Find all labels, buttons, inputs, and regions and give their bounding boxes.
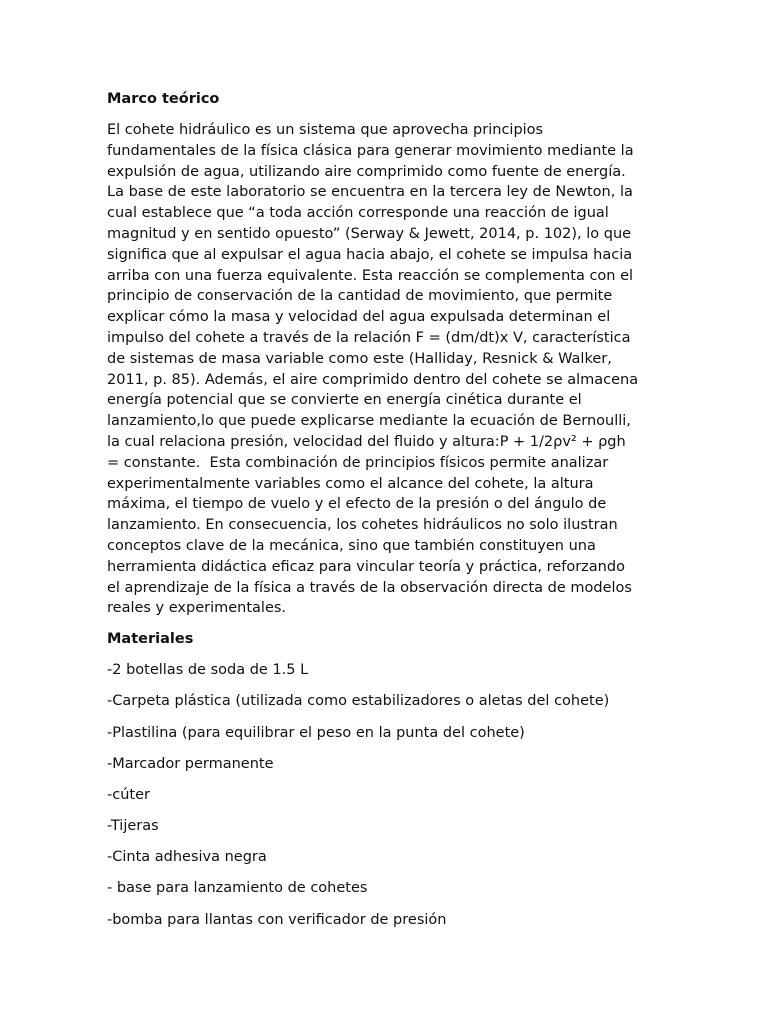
paragraph-line: la cual relaciona presión, velocidad del fluido y altura:P + 1/2ρv² + ρgh (107, 433, 626, 450)
paragraph-line: expulsión de agua, utilizando aire comprimido como fuente de energía. (107, 163, 626, 180)
theory-paragraph (107, 120, 667, 619)
paragraph-line: = constante. Esta combinación de principios físicos permite analizar (107, 454, 609, 471)
paragraph-line: fundamentales de la física clásica para generar movimiento mediante la (107, 142, 634, 159)
paragraph-line: energía potencial que se convierte en energía cinética durante el (107, 392, 582, 409)
paragraph-line: de sistemas de masa variable como este (Halliday, Resnick & Walker, (107, 350, 612, 367)
paragraph-line: lanzamiento,lo que puede explicarse mediante la ecuación de Bernoulli, (107, 413, 631, 430)
material-item: -Cinta adhesiva negra (107, 849, 267, 866)
paragraph-line: cual establece que “a toda acción corresponde una reacción de igual (107, 205, 609, 222)
paragraph-line: experimentalmente variables como el alcance del cohete, la altura (107, 475, 594, 492)
material-item: -Plastilina (para equilibrar el peso en la punta del cohete) (107, 724, 525, 741)
paragraph-line: el aprendizaje de la física a través de la observación directa de modelos (107, 579, 632, 596)
paragraph-line: herramienta didáctica eficaz para vincular teoría y práctica, reforzando (107, 558, 625, 575)
section-title-materiales: Materiales (107, 631, 194, 648)
paragraph-line: máxima, el tiempo de vuelo y el efecto de la presión o del ángulo de (107, 496, 607, 513)
materials-list (107, 660, 667, 931)
paragraph-line: lanzamiento. En consecuencia, los cohetes hidráulicos no solo ilustran (107, 517, 618, 534)
paragraph-line: conceptos clave de la mecánica, sino que también constituyen una (107, 537, 596, 554)
paragraph-line: explicar cómo la masa y velocidad del agua expulsada determinan el (107, 309, 611, 326)
material-item: -bomba para llantas con verificador de presión (107, 911, 447, 928)
material-item: -Tijeras (107, 818, 159, 835)
paragraph-line: arriba con una fuerza equivalente. Esta reacción se complementa con el (107, 267, 634, 284)
paragraph-line: significa que al expulsar el agua hacia abajo, el cohete se impulsa hacia (107, 246, 633, 263)
document-page (107, 89, 667, 941)
paragraph-line: magnitud y en sentido opuesto” (Serway & Jewett, 2014, p. 102), lo que (107, 225, 632, 242)
paragraph-line: impulso del cohete a través de la relación F = (dm/dt)x V, característica (107, 329, 631, 346)
paragraph-line: El cohete hidráulico es un sistema que aprovecha principios (107, 122, 544, 138)
material-item: -cúter (107, 786, 150, 803)
paragraph-line: principio de conservación de la cantidad de movimiento, que permite (107, 288, 613, 305)
material-item: -Carpeta plástica (utilizada como estabilizadores o aletas del cohete) (107, 693, 610, 710)
paragraph-line: reales y experimentales. (107, 600, 287, 617)
material-item: -Marcador permanente (107, 755, 274, 772)
paragraph-line: La base de este laboratorio se encuentra en la tercera ley de Newton, la (107, 184, 633, 201)
section-title-marco-teorico: Marco teórico (107, 91, 220, 107)
material-item: - base para lanzamiento de cohetes (107, 880, 368, 897)
material-item: -2 botellas de soda de 1.5 L (107, 662, 309, 679)
paragraph-line: 2011, p. 85). Además, el aire comprimido dentro del cohete se almacena (107, 371, 639, 388)
